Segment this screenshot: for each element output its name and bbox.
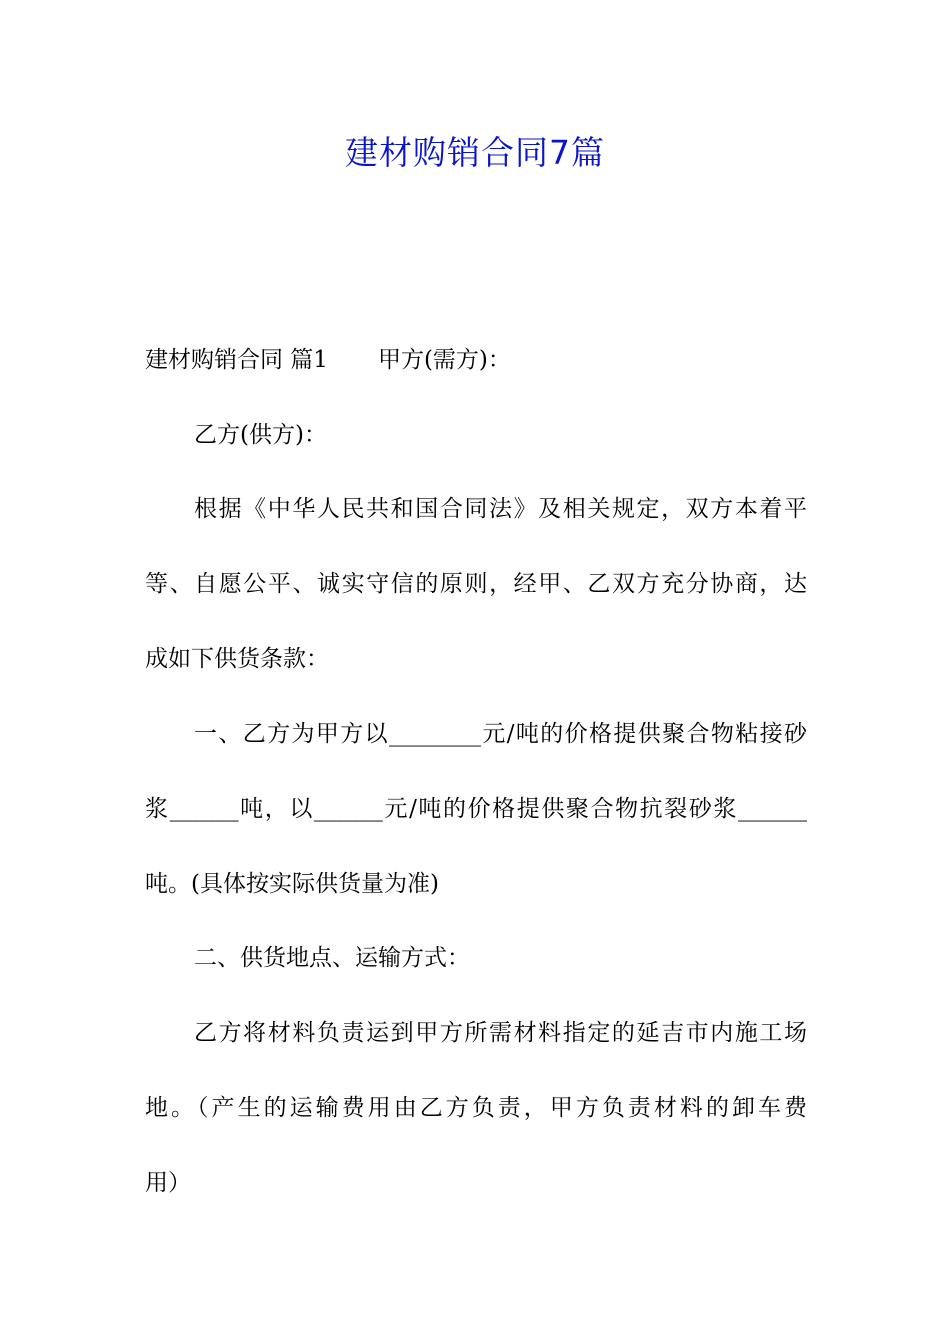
section-heading: 建材购销合同 篇1 bbox=[145, 347, 328, 373]
section-heading-line bbox=[145, 345, 807, 375]
paragraph-line: 等、自愿公平、诚实守信的原则，经甲、乙双方充分协商，达 bbox=[145, 571, 807, 597]
clause-two-heading: 二、供货地点、运输方式： bbox=[194, 945, 470, 971]
clause-two-line: 乙方将材料负责运到甲方所需材料指定的延吉市内施工场 bbox=[194, 1020, 807, 1046]
party-a-label: 甲方(需方)： bbox=[377, 347, 511, 373]
clause-two-line: 地。（产生的运输费用由乙方负责，甲方负责材料的卸车费 bbox=[145, 1095, 807, 1121]
document-title: 建材购销合同7篇 bbox=[345, 133, 605, 172]
party-b-label: 乙方(供方)： bbox=[194, 422, 327, 448]
paragraph-line: 成如下供货条款： bbox=[145, 646, 329, 672]
paragraph-line: 根据《中华人民共和国合同法》及相关规定，双方本着平 bbox=[194, 496, 807, 522]
clause-two-line: 用） bbox=[145, 1170, 191, 1196]
clause-one-line: 浆______吨，以______元/吨的价格提供聚合物抗裂砂浆______ bbox=[145, 796, 807, 822]
clause-one-line: 一、乙方为甲方以________元/吨的价格提供聚合物粘接砂 bbox=[194, 721, 807, 747]
clause-one-line: 吨。(具体按实际供货量为准) bbox=[145, 871, 439, 897]
